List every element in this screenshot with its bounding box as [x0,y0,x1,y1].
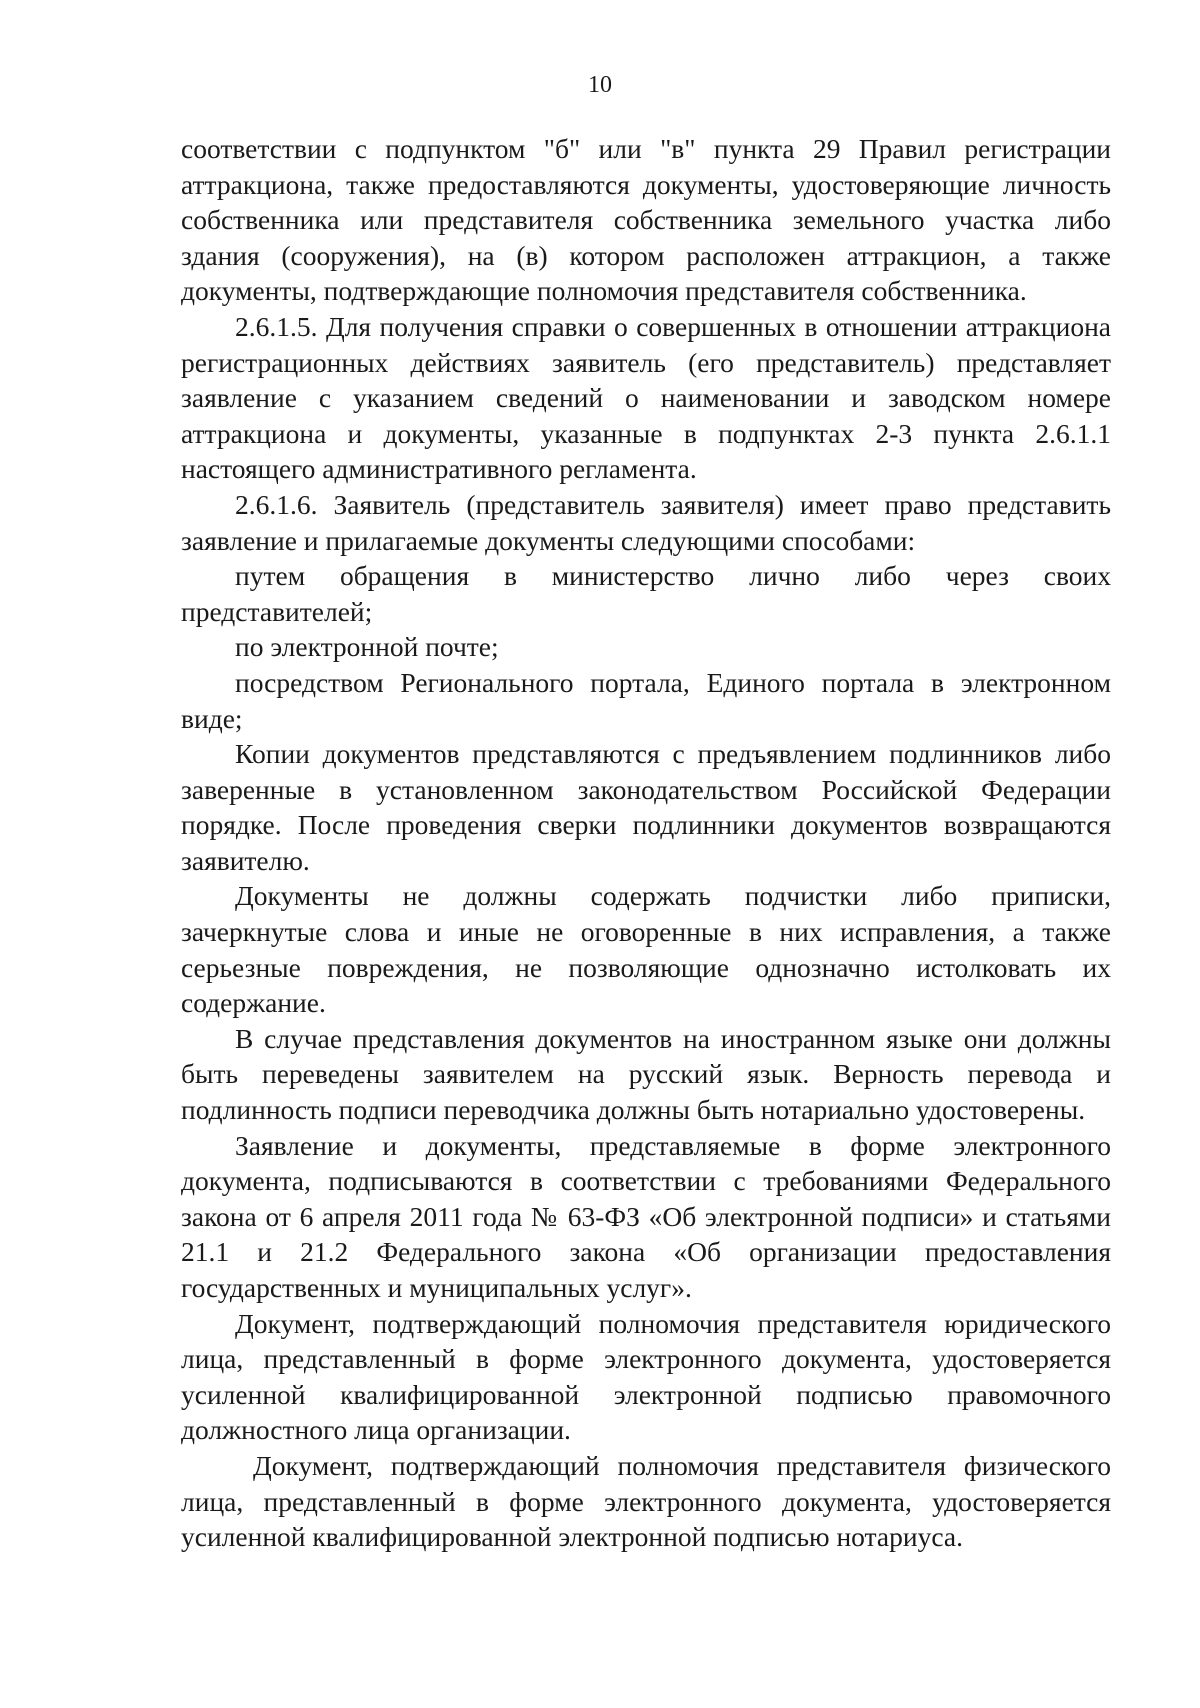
text-line: путем обращения в министерство лично либо через своих [235,560,1111,592]
text-line: закона от 6 апреля 2011 года № 63-ФЗ «Об электронной подписи» и статьями [181,1200,1111,1232]
text-line: зачеркнутые слова и иные не оговоренные в них исправления, а также [181,916,1111,948]
text-line: регистрационных действиях заявитель (его представитель) представляет [181,346,1111,378]
text-line: 2.6.1.5. Для получения справки о совершенных в отношении аттракциона [235,310,1111,342]
text-line: подлинность подписи переводчика должны быть нотариально удостоверены. [181,1094,1086,1126]
paragraph [181,736,1111,878]
paragraph [181,1128,1111,1306]
text-line: лица, представленный в форме электронного документа, удостоверяется [181,1485,1111,1517]
text-line: усиленной квалифицированной электронной подписью нотариуса. [181,1521,963,1553]
text-line: соответствии с подпунктом "б" или "в" пункта 29 Правил регистрации [181,133,1111,164]
paragraph [181,309,1111,487]
text-line: Документы не должны содержать подчистки либо приписки, [235,880,1111,912]
paragraph [181,1448,1111,1555]
text-line: лица, представленный в форме электронного документа, удостоверяется [181,1343,1111,1375]
text-line: настоящего административного регламента. [181,453,697,485]
paragraph [181,629,1111,665]
text-line: заверенные в установленном законодательством Российской Федерации [181,773,1111,805]
text-line: аттракциона и документы, указанные в подпунктах 2-3 пункта 2.6.1.1 [181,417,1111,449]
text-line: Документ, подтверждающий полномочия представителя физического [253,1449,1111,1481]
text-line: Заявление и документы, представляемые в форме электронного [235,1129,1111,1161]
text-line: быть переведены заявителем на русский язык. Верность перевода и [181,1058,1111,1090]
paragraph [181,878,1111,1020]
document-body [181,131,1111,1555]
paragraph [181,1021,1111,1128]
text-line: серьезные повреждения, не позволяющие однозначно истолковать их [181,951,1111,983]
text-line: государственных и муниципальных услуг». [181,1272,692,1303]
page-number: 10 [588,72,612,98]
text-line: заявление и прилагаемые документы следующими способами: [181,524,916,556]
text-line: Документ, подтверждающий полномочия представителя юридического [235,1307,1111,1339]
text-line: порядке. После проведения сверки подлинники документов возвращаются [181,809,1111,841]
text-line: заявление с указанием сведений о наименовании и заводском номере [181,382,1111,414]
paragraph [181,558,1111,629]
text-line: собственника или представителя собственника земельного участка либо [181,204,1111,236]
text-line: посредством Регионального портала, Единого портала в электронном [235,666,1111,698]
text-line: заявителю. [181,844,310,876]
text-line: документы, подтверждающие полномочия представителя собственника. [181,275,1027,307]
paragraph [181,487,1111,558]
paragraph [181,1306,1111,1448]
text-line: должностного лица организации. [181,1414,571,1446]
text-line: по электронной почте; [235,631,499,663]
text-line: Копии документов представляются с предъявлением подлинников либо [235,738,1111,770]
text-line: аттракциона, также предоставляются документы, удостоверяющие личность [181,168,1111,200]
text-line: В случае представления документов на иностранном языке они должны [235,1022,1111,1054]
paragraph [181,665,1111,736]
text-line: представителей; [181,595,373,627]
text-line: документа, подписываются в соответствии с требованиями Федерального [181,1165,1111,1197]
text-line: виде; [181,702,243,734]
paragraph [181,131,1111,309]
text-line: 21.1 и 21.2 Федерального закона «Об организации предоставления [181,1236,1111,1268]
text-line: содержание. [181,987,326,1019]
text-line: 2.6.1.6. Заявитель (представитель заявителя) имеет право представить [235,488,1111,520]
text-line: здания (сооружения), на (в) котором расположен аттракцион, а также [181,239,1111,271]
text-line: усиленной квалифицированной электронной подписью правомочного [181,1378,1111,1410]
